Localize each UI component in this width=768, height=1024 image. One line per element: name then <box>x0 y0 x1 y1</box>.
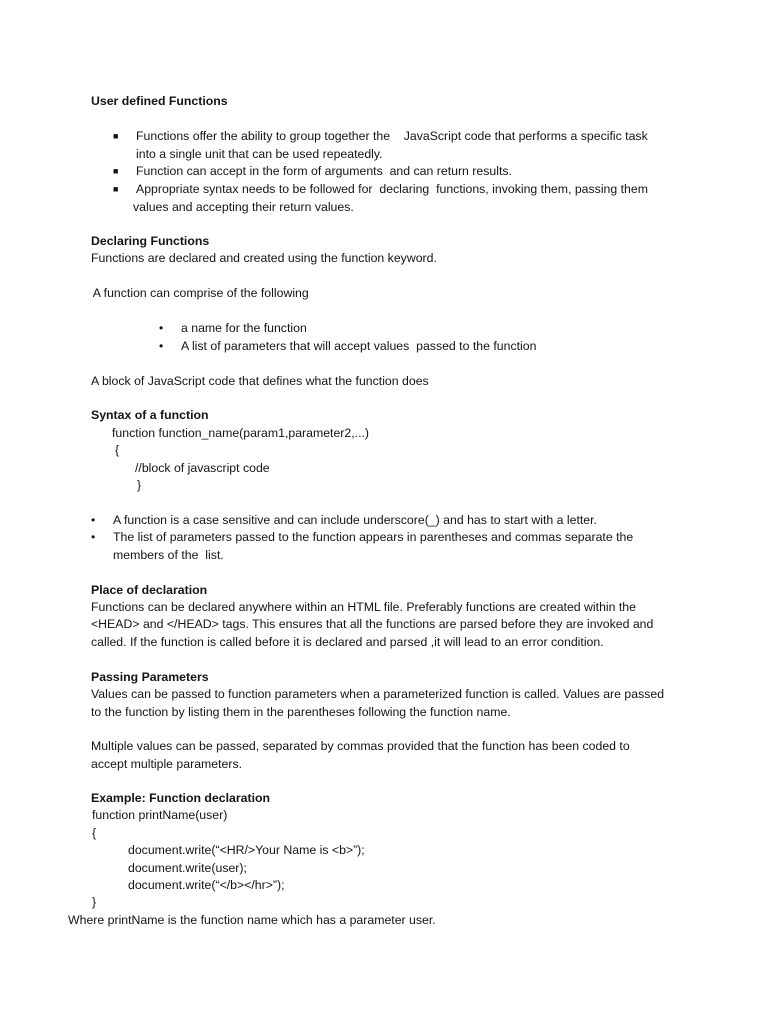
section-heading: Place of declaration <box>91 583 208 597</box>
code-line: function printName(user) <box>92 808 228 822</box>
code-line: document.write(user); <box>128 861 247 875</box>
bullet-text: Function can accept in the form of arguments and can return results. <box>136 164 512 178</box>
round-bullet-icon: • <box>91 530 96 544</box>
bullet-text: A list of parameters that will accept values passed to the function <box>181 339 537 353</box>
paragraph: A block of JavaScript code that defines what the function does <box>91 374 429 388</box>
round-bullet-icon: • <box>159 339 164 353</box>
code-line: { <box>92 826 97 840</box>
bullet-text: values and accepting their return values. <box>133 200 354 214</box>
bullet-text: members of the list. <box>113 548 224 562</box>
section-heading: Syntax of a function <box>91 408 209 422</box>
bullet-text: Appropriate syntax needs to be followed for declaring functions, invoking them, passing them <box>136 182 648 196</box>
square-bullet-icon: ■ <box>113 166 119 176</box>
paragraph: A function can comprise of the following <box>90 286 309 300</box>
paragraph-line: to the function by listing them in the parentheses following the function name. <box>91 705 511 719</box>
code-line: } <box>137 478 142 492</box>
paragraph-line: accept multiple parameters. <box>91 757 243 771</box>
paragraph: Where printName is the function name which has a parameter user. <box>68 913 436 927</box>
paragraph-line: Functions can be declared anywhere within an HTML file. Preferably functions are created within the <box>91 600 636 614</box>
section-heading: Declaring Functions <box>91 234 210 248</box>
paragraph: Functions are declared and created using the function keyword. <box>91 251 437 265</box>
code-line: { <box>115 443 120 457</box>
bullet-text: into a single unit that can be used repeatedly. <box>136 147 383 161</box>
bullet-text: a name for the function <box>181 321 307 335</box>
round-bullet-icon: • <box>159 321 164 335</box>
paragraph-line: <HEAD> and </HEAD> tags. This ensures that all the functions are parsed before they are invoked and <box>91 617 654 631</box>
paragraph-line: Multiple values can be passed, separated by commas provided that the function has been coded to <box>91 739 630 753</box>
paragraph-line: Values can be passed to function parameters when a parameterized function is called. Values are passed <box>91 687 665 701</box>
page-title: User defined Functions <box>91 94 228 108</box>
code-line: function function_name(param1,parameter2,...) <box>112 426 370 440</box>
section-heading: Passing Parameters <box>91 670 209 684</box>
bullet-text: The list of parameters passed to the function appears in parentheses and commas separate the <box>113 530 634 544</box>
round-bullet-icon: • <box>91 513 96 527</box>
paragraph-line: called. If the function is called before it is declared and parsed ,it will lead to an error condition. <box>91 635 604 649</box>
square-bullet-icon: ■ <box>113 184 119 194</box>
bullet-text: Functions offer the ability to group together the JavaScript code that performs a specific task <box>136 129 648 143</box>
bullet-text: A function is a case sensitive and can include underscore(_) and has to start with a letter. <box>113 513 597 527</box>
square-bullet-icon: ■ <box>113 131 119 141</box>
code-line: //block of javascript code <box>135 461 270 475</box>
code-line: } <box>92 895 97 909</box>
code-line: document.write(“<HR/>Your Name is <b>”); <box>128 843 365 857</box>
code-line: document.write(“</b></hr>”); <box>128 878 285 892</box>
section-heading: Example: Function declaration <box>91 791 271 805</box>
